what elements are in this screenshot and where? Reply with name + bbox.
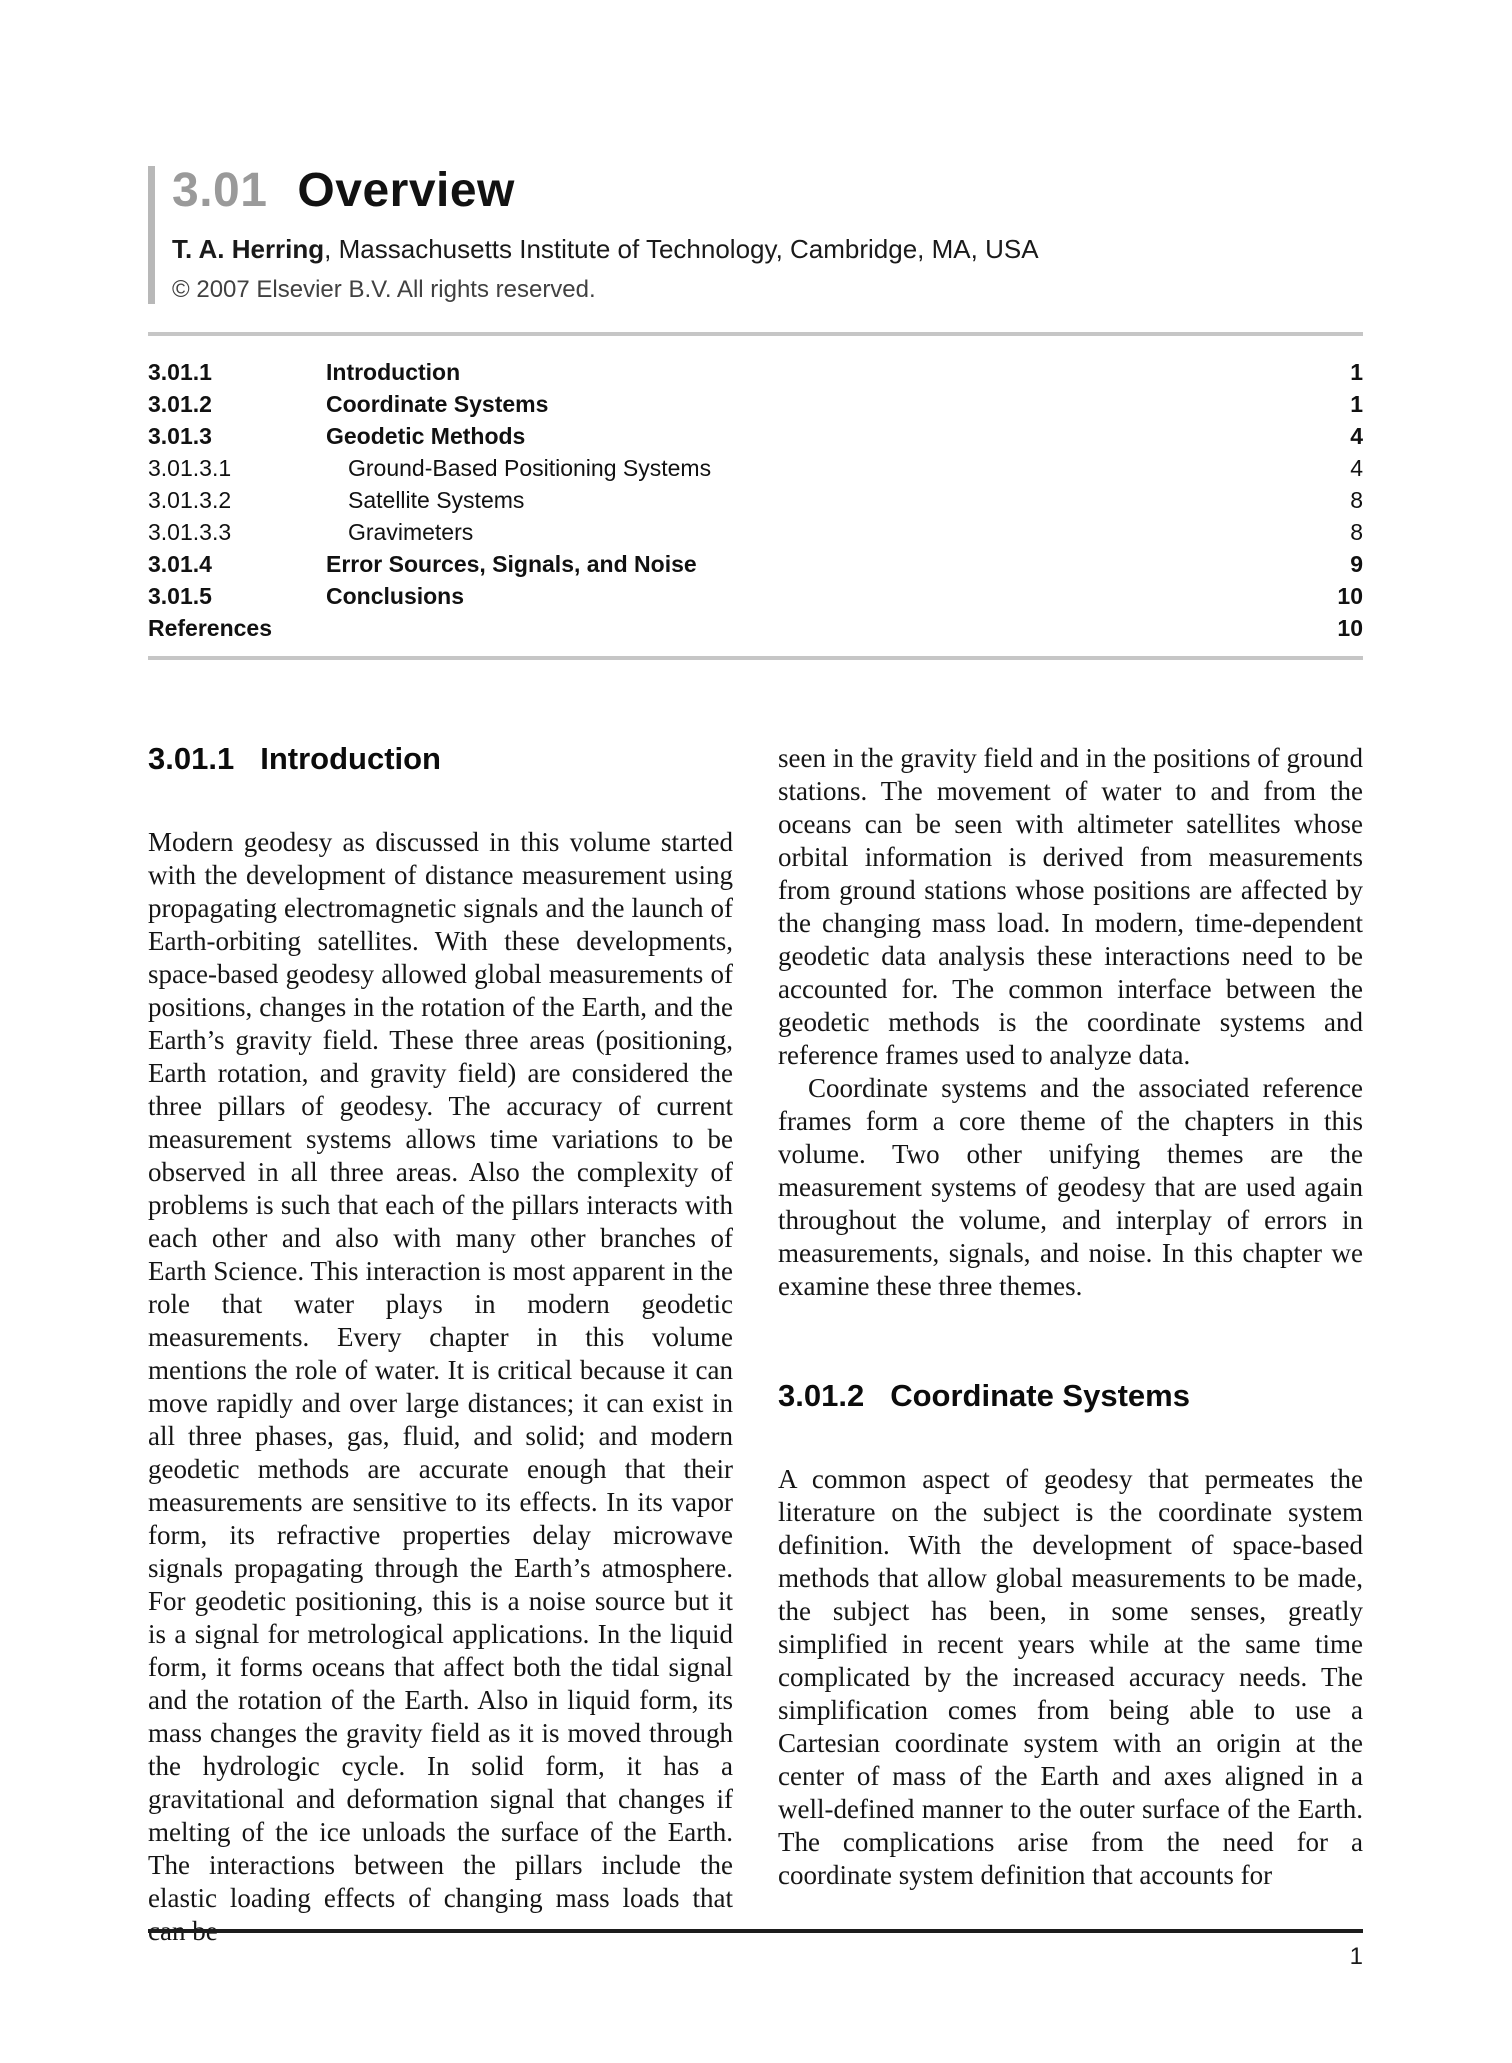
toc-entry-page: 8 (1350, 519, 1363, 546)
section-heading-coordinate-systems (778, 1379, 1363, 1413)
section-number: 3.01.1 (148, 741, 235, 777)
intro-paragraph-2: Coordinate systems and the associated reference frames form a core theme of the chapters in this volume. Two other unifying themes are the measurement systems of geodesy that are used again throughout the volume, and interplay of errors in measurements, signals, and noise. In this chapter we examine these three themes. (778, 1073, 1363, 1302)
toc-entry-number: 3.01.3 (148, 423, 212, 450)
section-title: Coordinate Systems (890, 1378, 1190, 1414)
body-columns (148, 742, 1363, 1948)
toc-entry-number: 3.01.1 (148, 359, 212, 386)
chapter-title: Overview (297, 164, 515, 217)
toc-entry-page: 8 (1350, 487, 1363, 514)
toc-entry-page: 1 (1350, 359, 1363, 386)
copyright-notice: © 2007 Elsevier B.V. All rights reserved. (172, 276, 596, 304)
toc-entry-number: 3.01.4 (148, 551, 212, 578)
toc-entry[interactable] (148, 516, 1363, 548)
toc-entry-label: Coordinate Systems (326, 391, 549, 418)
toc-entry[interactable] (148, 580, 1363, 612)
toc-entry-label: Introduction (326, 359, 461, 386)
toc-entry-label: Satellite Systems (348, 487, 525, 514)
toc-entry-number: 3.01.3.3 (148, 519, 232, 546)
toc-entry[interactable] (148, 420, 1363, 452)
toc-entry[interactable] (148, 484, 1363, 516)
toc-entry[interactable] (148, 388, 1363, 420)
page-title (172, 166, 1363, 216)
author-affiliation: , Massachusetts Institute of Technology, Cambridge, MA, USA (324, 234, 1039, 265)
page-footer (148, 1929, 1363, 1971)
page-content (148, 0, 1363, 1948)
toc-entry-number: 3.01.3.2 (148, 487, 232, 514)
toc-entry-references[interactable] (148, 612, 1363, 644)
intro-paragraph-left: Modern geodesy as discussed in this volume started with the development of distance measurement using propagating electromagnetic signals and the launch of Earth-orbiting satellites. With these developments, space-based geodesy allowed global measurements of positions, changes in the rotation of the Earth, and the Earth’s gravity field. These three areas (positioning, Earth rotation, and gravity field) are considered the three pillars of geodesy. The accuracy of current measurement systems allows time variations to be observed in all three areas. Also the complexity of problems is such that each of the pillars interacts with each other and also with many other branches of Earth Science. This interaction is most apparent in the role that water plays in modern geodetic measurements. Every chapter in this volume mentions the role of water. It is critical because it can move rapidly and over large distances; it can exist in all three phases, gas, fluid, and solid; and modern geodetic methods are accurate enough that their measurements are sensitive to its effects. In its vapor form, its refractive properties delay microwave signals propagating through the Earth’s atmosphere. For geodetic positioning, this is a noise source but it is a signal for metrological applications. In the liquid form, it forms oceans that affect both the tidal signal and the rotation of the Earth. Also in liquid form, its mass changes the gravity field as it is moved through the hydrologic cycle. In solid form, it has a gravitational and deformation signal that changes if melting of the ice unloads the surface of the Earth. The interactions between the pillars include the elastic loading effects of changing mass loads that can be (148, 827, 733, 1947)
toc-entry-label: Error Sources, Signals, and Noise (326, 551, 697, 578)
table-of-contents (148, 332, 1363, 660)
toc-entry-page: 10 (1337, 583, 1363, 610)
toc-entry[interactable] (148, 548, 1363, 580)
left-column (148, 742, 733, 1948)
toc-entry[interactable] (148, 356, 1363, 388)
right-column (778, 742, 1363, 1948)
toc-entry-number: 3.01.3.1 (148, 455, 232, 482)
toc-entry-label: Geodetic Methods (326, 423, 526, 450)
intro-paragraph-right: seen in the gravity field and in the positions of ground stations. The movement of water to and from the oceans can be seen with altimeter satellites whose orbital information is derived from measurements from ground stations whose positions are affected by the changing mass load. In modern, time-dependent geodetic data analysis these interactions need to be accounted for. The common interface between the geodetic methods is the coordinate systems and reference frames used to analyze data. (778, 743, 1363, 1071)
section-title: Introduction (260, 741, 441, 777)
toc-entry-label: Gravimeters (348, 519, 474, 546)
toc-entry-number: 3.01.2 (148, 391, 212, 418)
author-line (172, 234, 1363, 264)
chapter-header (148, 166, 1363, 304)
section-number: 3.01.2 (778, 1378, 865, 1414)
toc-entry-label: Conclusions (326, 583, 465, 610)
chapter-number: 3.01 (172, 164, 268, 217)
toc-entry-page: 10 (1337, 615, 1363, 642)
page-number: 1 (1349, 1943, 1363, 1970)
toc-entry-page: 1 (1350, 391, 1363, 418)
toc-entry-number: 3.01.5 (148, 583, 212, 610)
toc-entry-number: References (148, 615, 273, 642)
toc-entry-page: 9 (1350, 551, 1363, 578)
author-name: T. A. Herring (172, 234, 325, 265)
toc-entry-label: Ground-Based Positioning Systems (348, 455, 712, 482)
section-heading-introduction (148, 742, 733, 776)
coordinate-systems-paragraph: A common aspect of geodesy that permeates the literature on the subject is the coordinate system definition. With the development of space-based methods that allow global measurements to be made, the subject has been, in some senses, greatly simplified in recent years while at the same time complicated by the increased accuracy needs. The simplification comes from being able to use a Cartesian coordinate system with an origin at the center of mass of the Earth and axes aligned in a well-defined manner to the outer surface of the Earth. The complications arise from the need for a coordinate system definition that accounts for (778, 1464, 1363, 1891)
toc-entry-page: 4 (1350, 455, 1363, 482)
toc-entry-page: 4 (1350, 423, 1363, 450)
toc-entry[interactable] (148, 452, 1363, 484)
toc-entry-label (326, 612, 1303, 644)
